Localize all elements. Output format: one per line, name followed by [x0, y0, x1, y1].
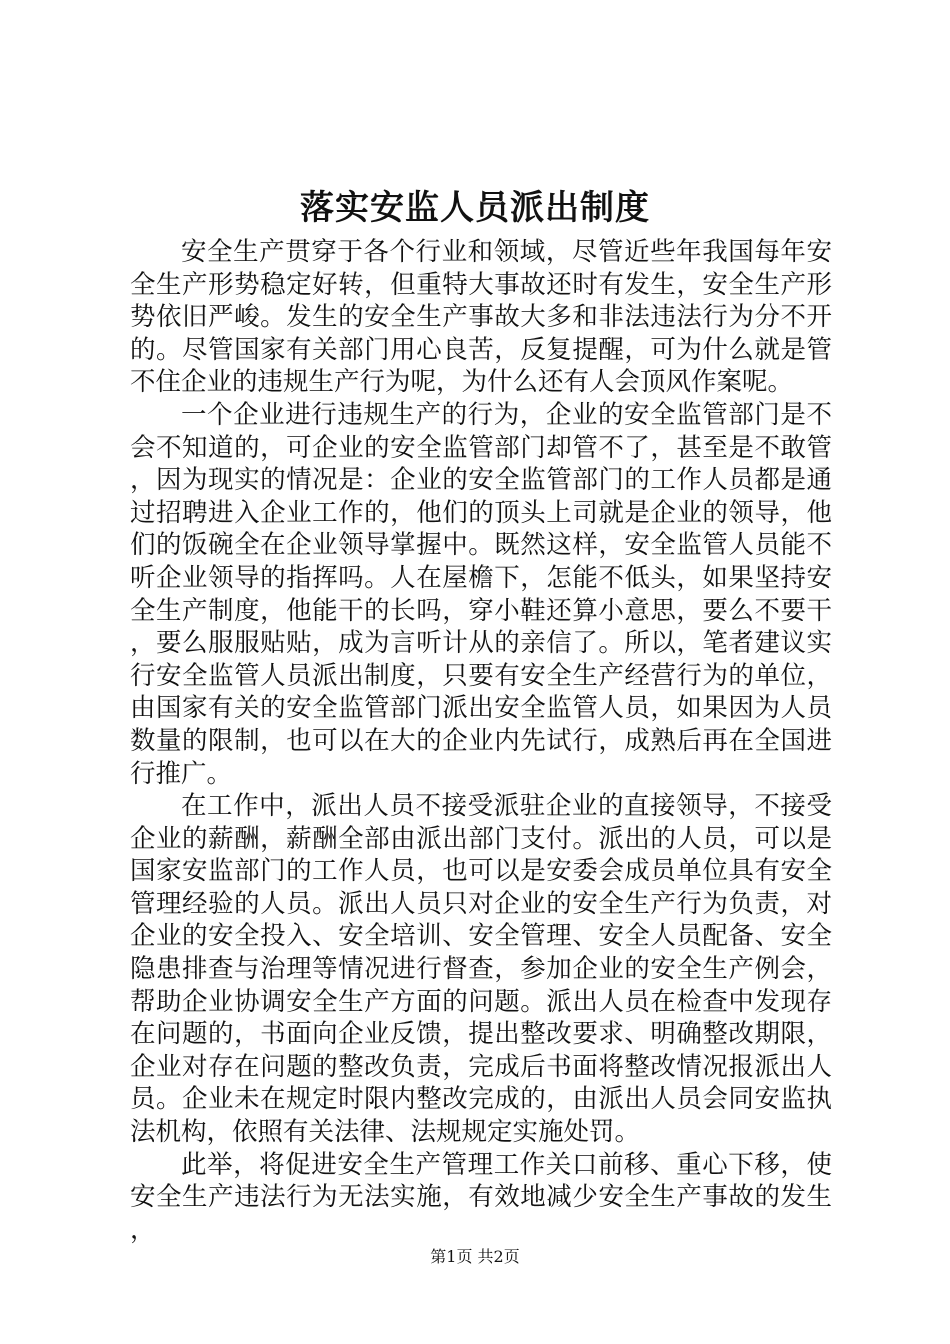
page-footer — [0, 1245, 950, 1269]
page-number: 第1页 — [430, 1247, 473, 1266]
paragraph-1: 安全生产贯穿于各个行业和领域，尽管近些年我国每年安全生产形势稳定好转，但重特大事故还时有发生，安全生产形势依旧严峻。发生的安全生产事故大多和非法违法行为分不开的。尽管国家有关部门用心良苦，反复提醒，可为什么就是管不住企业的违规生产行为呢，为什么还有人会顶风作案呢。 — [130, 237, 832, 398]
document-title: 落实安监人员派出制度 — [300, 188, 650, 228]
paragraph-3: 在工作中，派出人员不接受派驻企业的直接领导，不接受企业的薪酬，薪酬全部由派出部门支付。派出的人员，可以是国家安监部门的工作人员，也可以是安委会成员单位具有安全管理经验的人员。派出人员只对企业的安全生产行为负责，对企业的安全投入、安全培训、安全管理、安全人员配备、安全隐患排查与治理等情况进行督查，参加企业的安全生产例会，帮助企业协调安全生产方面的问题。派出人员在检查中发现存在问题的，书面向企业反馈，提出整改要求、明确整改期限，企业对存在问题的整改负责，完成后书面将整改情况报派出人员。企业未在规定时限内整改完成的，由派出人员会同安监执法机构，依照有关法律、法规规定实施处罚。 — [130, 791, 832, 1148]
paragraph-4: 此举，将促进安全生产管理工作关口前移、重心下移，使安全生产违法行为无法实施，有效地减少安全生产事故的发生， — [130, 1149, 832, 1245]
document-body — [130, 236, 832, 1246]
page-total: 共2页 — [477, 1247, 520, 1266]
paragraph-2: 一个企业进行违规生产的行为，企业的安全监管部门是不会不知道的，可企业的安全监管部门却管不了，甚至是不敢管，因为现实的情况是：企业的安全监管部门的工作人员都是通过招聘进入企业工作的，他们的顶头上司就是企业的领导，他们的饭碗全在企业领导掌握中。既然这样，安全监管人员能不听企业领导的指挥吗。人在屋檐下，怎能不低头，如果坚持安全生产制度，他能干的长吗，穿小鞋还算小意思，要么不要干，要么服服贴贴，成为言听计从的亲信了。所以，笔者建议实行安全监管人员派出制度，只要有安全生产经营行为的单位，由国家有关的安全监管部门派出安全监管人员，如果因为人员数量的限制，也可以在大的企业内先试行，成熟后再在全国进行推广。 — [130, 399, 832, 789]
